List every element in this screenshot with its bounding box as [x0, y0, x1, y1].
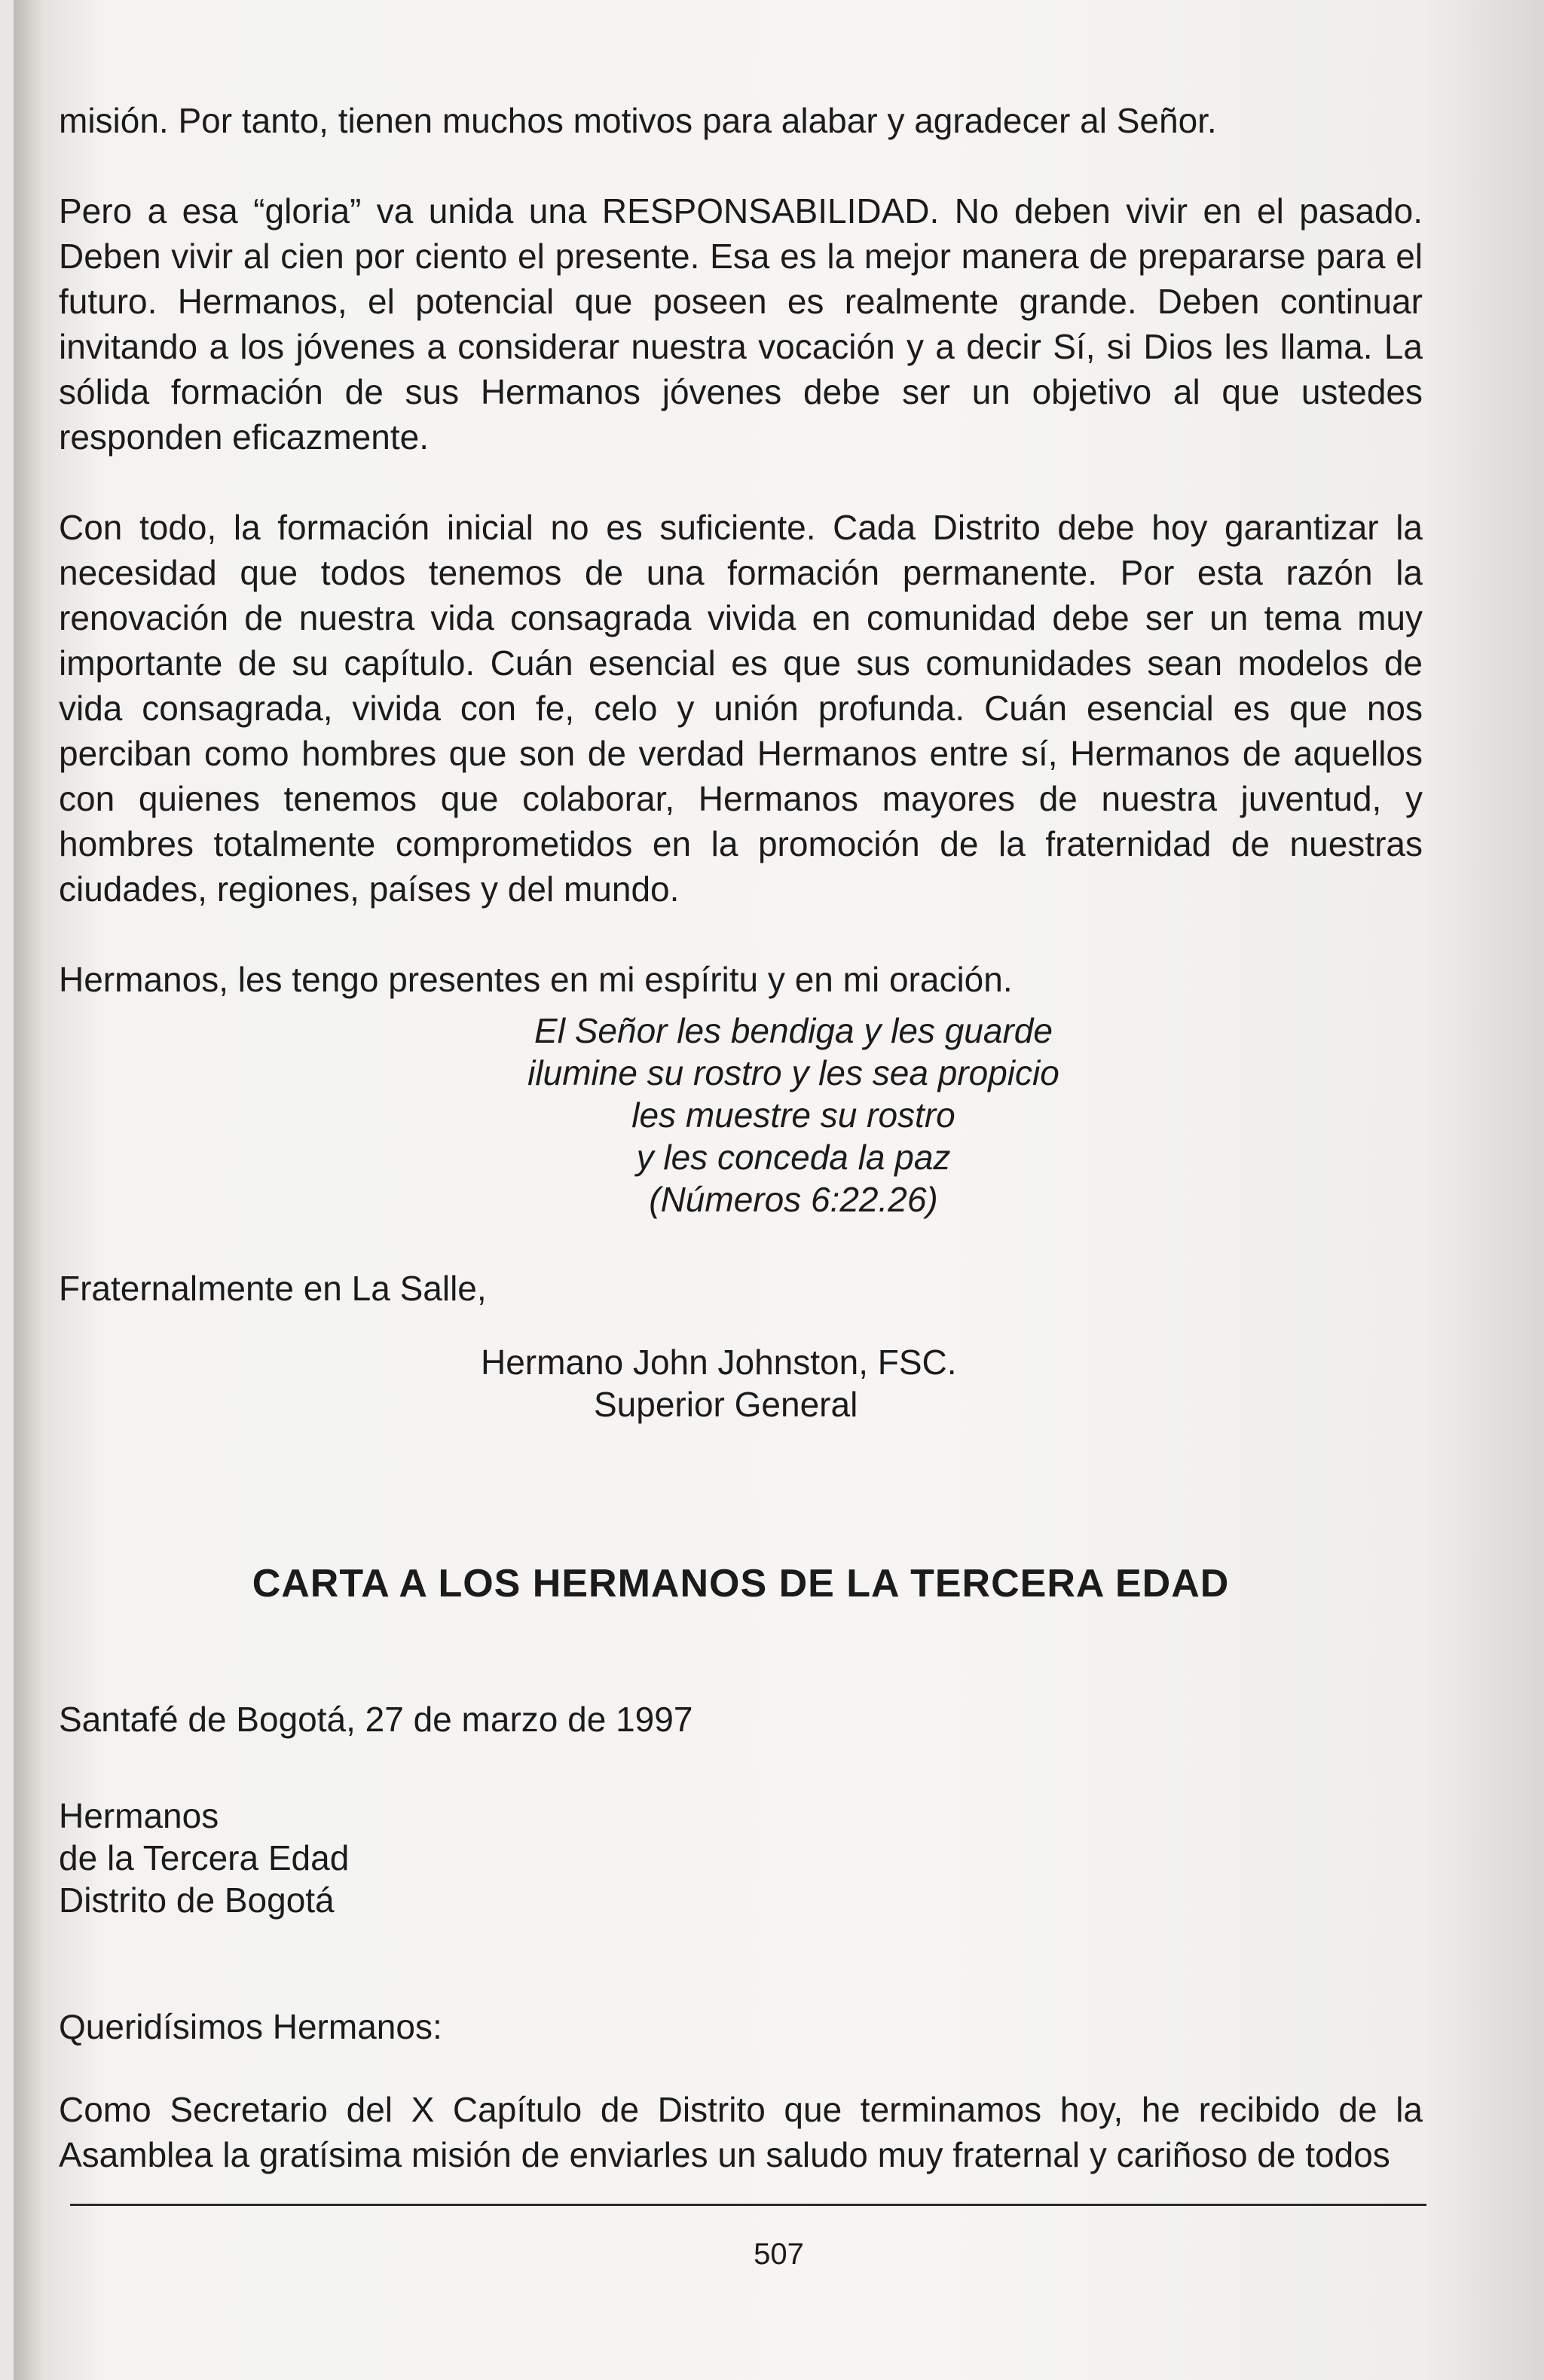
- address-line: de la Tercera Edad: [59, 1838, 350, 1877]
- blessing-reference: (Números 6:22.26): [649, 1180, 938, 1219]
- letter-salutation: Queridísimos Hermanos:: [59, 2007, 442, 2046]
- letter-opening-paragraph: Como Secretario del X Capítulo de Distrito que terminamos hoy, he recibido de la Asamblea la gratísima misión de enviarles un saludo muy fraternal y cariñoso de todos: [59, 2090, 1423, 2174]
- paragraph-mision: misión. Por tanto, tienen muchos motivos para alabar y agradecer al Señor.: [59, 101, 1217, 140]
- blessing-quote: [59, 1010, 1423, 1221]
- signature-name: Hermano John Johnston, FSC.: [481, 1343, 957, 1382]
- book-page: [14, 0, 1544, 2380]
- footer-rule: [70, 2204, 1426, 2206]
- page-content: [59, 98, 1423, 2223]
- address-line: Distrito de Bogotá: [59, 1880, 335, 1920]
- page-number: 507: [754, 2238, 804, 2271]
- paragraph-formacion: Con todo, la formación inicial no es suficiente. Cada Distrito debe hoy garantizar la necesidad que todos tenemos de una formación permanente. Por esta razón la renovación de nuestra vida consagrada vivida en comunidad debe ser un tema muy importante de su capítulo. Cuán esencial es que sus comunidades sean modelos de vida consagrada, vivida con fe, celo y unión profunda. Cuán esencial es que nos perciban como hombres que son de verdad Hermanos entre sí, Hermanos de aquellos con quienes tenemos que colaborar, Hermanos mayores de nuestra juventud, y hombres totalmente comprometidos en la promoción de la fraternidad de nuestras ciudades, regiones, países y del mundo.: [59, 508, 1423, 909]
- letter-dateline: Santafé de Bogotá, 27 de marzo de 1997: [59, 1700, 693, 1739]
- blessing-line: y les conceda la paz: [636, 1138, 951, 1177]
- blessing-line: El Señor les bendiga y les guarde: [534, 1011, 1053, 1050]
- blessing-line: les muestre su rostro: [631, 1095, 955, 1135]
- signature-block: [481, 1341, 1423, 1425]
- letter-heading: CARTA A LOS HERMANOS DE LA TERCERA EDAD: [252, 1562, 1230, 1606]
- closing-line: Fraternalmente en La Salle,: [59, 1269, 487, 1308]
- signature-title: Superior General: [594, 1385, 858, 1424]
- paragraph-responsabilidad: Pero a esa “gloria” va unida una RESPONSABILIDAD. No deben vivir en el pasado. Deben vivir al cien por ciento el presente. Esa es la mejor manera de prepararse para el futuro. Hermanos, el potencial que poseen es realmente grande. Deben continuar invitando a los jóvenes a considerar nuestra vocación y a decir Sí, si Dios les llama. La sólida formación de sus Hermanos jóvenes debe ser un objetivo al que ustedes responden eficazmente.: [59, 191, 1423, 457]
- address-line: Hermanos: [59, 1796, 219, 1835]
- paragraph-oracion: Hermanos, les tengo presentes en mi espíritu y en mi oración.: [59, 960, 1013, 999]
- book-spine-shadow: [14, 0, 44, 2380]
- letter-address: [59, 1795, 1423, 1921]
- blessing-line: ilumine su rostro y les sea propicio: [527, 1053, 1059, 1092]
